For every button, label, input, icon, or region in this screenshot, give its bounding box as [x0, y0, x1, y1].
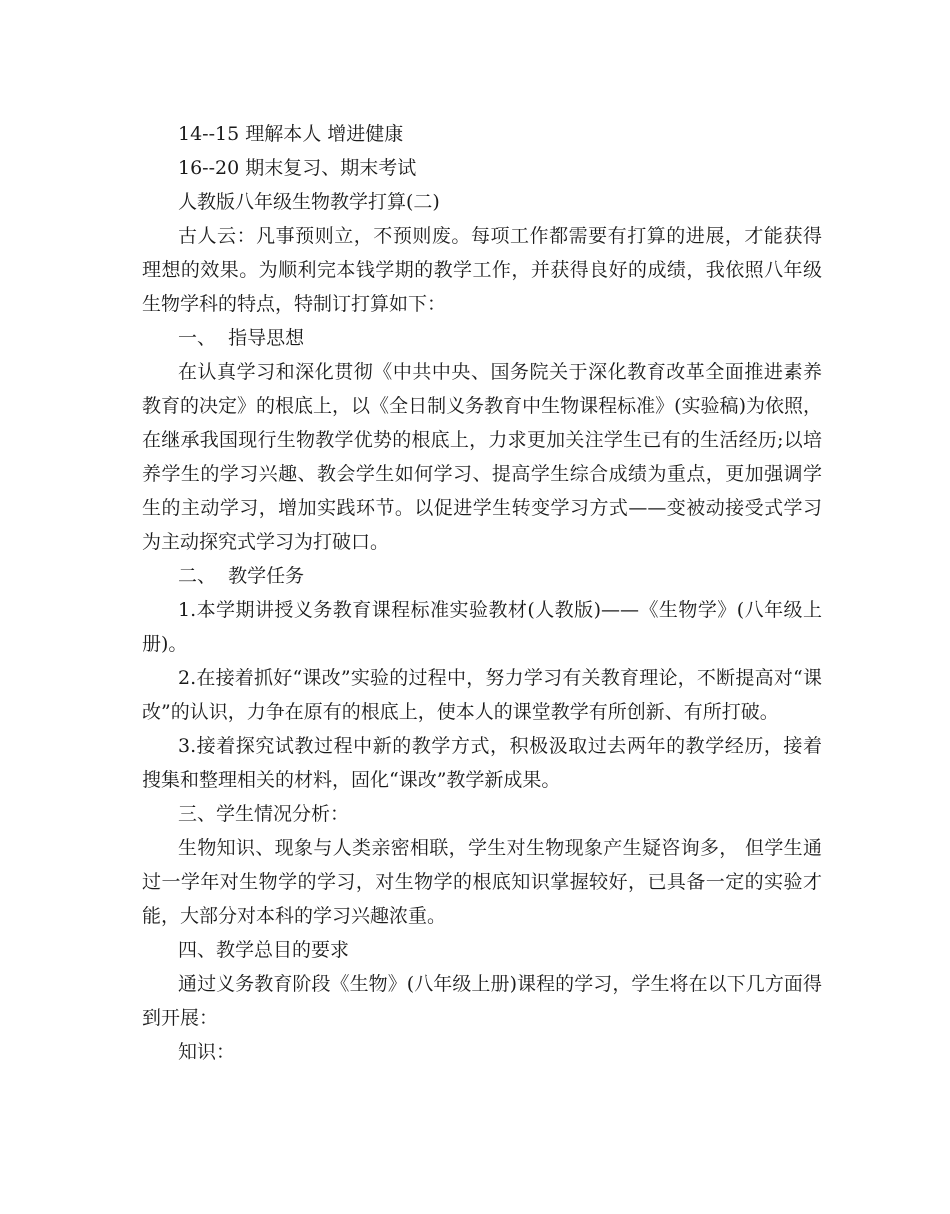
document-body	[142, 117, 822, 1069]
goal-intro-paragraph: 通过义务教育阶段《生物》(八年级上册)课程的学习，学生将在以下几方面得到开展：	[142, 973, 822, 1029]
heading-teaching-tasks: 二、 教学任务	[178, 565, 305, 587]
schedule-line-16-20: 16--20 期末复习、期末考试	[178, 157, 417, 179]
section-title: 人教版八年级生物教学打算(二)	[178, 191, 440, 213]
knowledge-label: 知识：	[178, 1041, 236, 1063]
task-item-3: 3.接着探究试教过程中新的教学方式，积极汲取过去两年的教学经历，接着搜集和整理相关的材料，固化“课改”教学新成果。	[142, 735, 822, 791]
heading-student-analysis: 三、学生情况分析：	[178, 803, 350, 825]
task-item-2: 2.在接着抓好“课改”实验的过程中，努力学习有关教育理论，不断提高对“课改”的认识，力争在原有的根底上，使本人的课堂教学有所创新、有所打破。	[142, 667, 822, 723]
schedule-line-14-15: 14--15 理解本人 增进健康	[178, 123, 404, 145]
task-item-1: 1.本学期讲授义务教育课程标准实验教材(人教版)——《生物学》(八年级上册)。	[142, 599, 822, 655]
intro-paragraph: 古人云：凡事预则立，不预则废。每项工作都需要有打算的进展，才能获得理想的效果。为顺利完本钱学期的教学工作，并获得良好的成绩，我依照八年级生物学科的特点，特制订打算如下：	[142, 225, 822, 315]
heading-guiding-thought: 一、 指导思想	[178, 327, 305, 349]
guiding-thought-paragraph: 在认真学习和深化贯彻《中共中央、国务院关于深化教育改革全面推进素养教育的决定》的根底上，以《全日制义务教育中生物课程标准》(实验稿)为依照，在继承我国现行生物教学优势的根底上，力求更加关注学生已有的生活经历;以培养学生的学习兴趣、教会学生如何学习、提高学生综合成绩为重点，更加强调学生的主动学习，增加实践环节。以促进学生转变学习方式——变被动接受式学习为主动探究式学习为打破口。	[142, 361, 822, 553]
heading-teaching-goals: 四、教学总目的要求	[178, 939, 350, 961]
student-analysis-paragraph: 生物知识、现象与人类亲密相联，学生对生物现象产生疑咨询多， 但学生通过一学年对生物学的学习，对生物学的根底知识掌握较好，已具备一定的实验才能，大部分对本科的学习兴趣浓重。	[142, 837, 822, 927]
